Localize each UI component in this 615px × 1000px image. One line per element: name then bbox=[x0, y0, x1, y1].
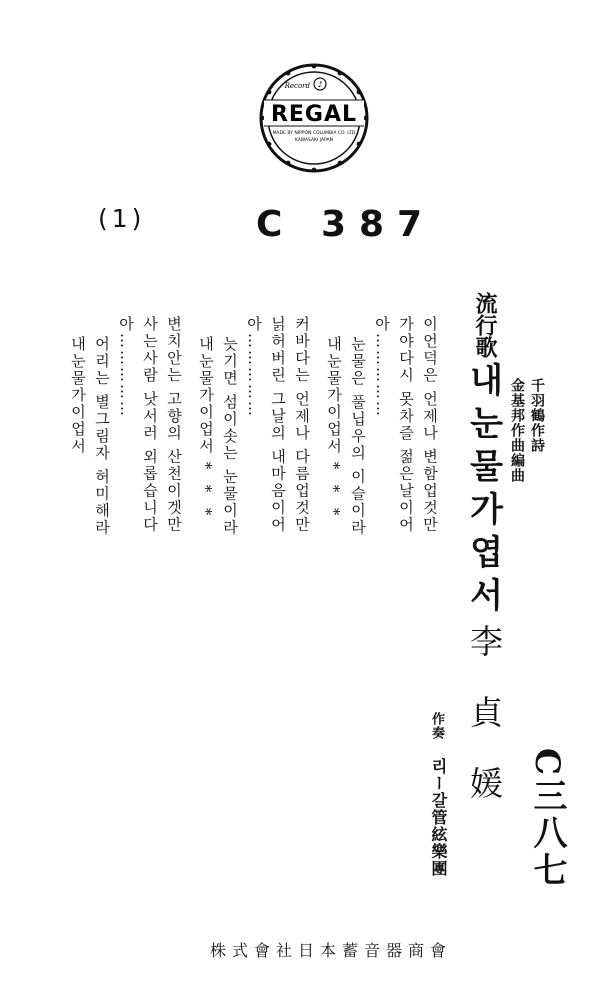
lyric-line: 사는사람 낫서러 외롭습니다 bbox=[141, 316, 159, 534]
lyric-line: 어리는 별그림자 허미해라 bbox=[93, 336, 111, 537]
lyric-line: 내눈물가이업서 * * * bbox=[197, 336, 215, 518]
note-glyph-icon: ♪ bbox=[317, 80, 323, 89]
lyric-line: 아…………… bbox=[373, 316, 391, 418]
lyricist-credit: 千羽鶴作詩 bbox=[529, 378, 545, 453]
lyric-line: 닑허버린 그날의 내마음이어 bbox=[269, 316, 287, 534]
orchestra-name: 리ー갈管絃樂團 bbox=[429, 758, 448, 877]
lyric-line: 내눈물가이업서 bbox=[69, 336, 87, 455]
label-subtext-1: MADE BY NIPPON COLUMBIA CO. LTD bbox=[272, 131, 356, 136]
lyric-line: 가야다시 못차즐 젊은날이어 bbox=[397, 316, 415, 534]
composer-credit: 金基邦作曲編曲 bbox=[509, 378, 525, 483]
lyric-line: 내눈물가이업서 * * * bbox=[325, 336, 343, 518]
label-top-mark: Record bbox=[284, 82, 310, 90]
lyric-line: 아…………… bbox=[245, 316, 263, 418]
singer-name: 李貞媛 bbox=[465, 624, 504, 837]
song-genre: 流行歌 bbox=[472, 292, 498, 358]
lyric-line: 커바다는 언제나 다름업것만 bbox=[293, 316, 311, 534]
label-subtext-2: KAWASAKI JAPAN bbox=[295, 138, 333, 143]
song-title: 내눈물가엽서 bbox=[463, 362, 503, 620]
label-brand: REGAL bbox=[270, 102, 358, 127]
lyric-line: 눈물은 풀닙우의 이슬이라 bbox=[349, 336, 367, 537]
performer-credit bbox=[430, 712, 454, 902]
catalog-label: (1) bbox=[98, 204, 146, 233]
performer-role: 作奏 bbox=[429, 712, 444, 740]
regal-record-logo bbox=[258, 62, 370, 174]
lyric-line: 아…………… bbox=[117, 316, 135, 418]
publisher-footer: 株式會社日本蓄音器商會 bbox=[209, 941, 452, 960]
catalog-code-vertical: C三八七 bbox=[527, 748, 567, 890]
catalog-code: C 387 bbox=[256, 204, 436, 245]
lyric-line: 이언덕은 언제나 변함업것만 bbox=[421, 316, 439, 534]
lyric-line: 변치안는 고향의 산천이겟만 bbox=[165, 316, 183, 534]
lyric-line: 늣기면 섬이솟는 눈물이라 bbox=[221, 336, 239, 537]
